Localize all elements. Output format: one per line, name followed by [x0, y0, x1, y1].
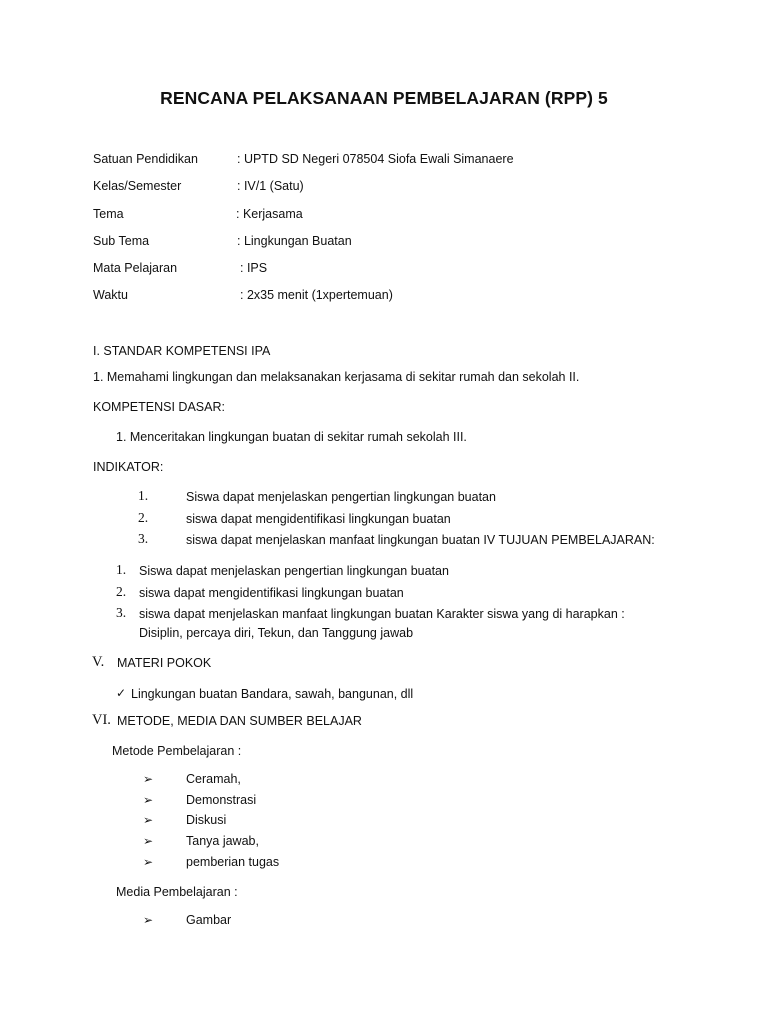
indicator-number: 1.: [138, 488, 149, 503]
indicator-text: siswa dapat mengidentifikasi lingkungan buatan: [186, 512, 451, 526]
arrow-bullet-icon: ➢: [143, 793, 154, 807]
materi-item: Lingkungan buatan Bandara, sawah, bangunan, dll: [131, 687, 414, 701]
method-label: Metode Pembelajaran :: [112, 744, 242, 758]
standar-kompetensi-item: 1. Memahami lingkungan dan melaksanakan kerjasama di sekitar rumah dan sekolah II.: [93, 370, 580, 384]
objective-text: Siswa dapat menjelaskan pengertian lingkungan buatan: [139, 564, 449, 578]
objective-text: siswa dapat mengidentifikasi lingkungan buatan: [139, 586, 404, 600]
section-heading-kompetensi-dasar: KOMPETENSI DASAR:: [93, 400, 225, 414]
arrow-bullet-icon: ➢: [143, 834, 154, 848]
identity-label-waktu: Waktu: [93, 288, 128, 302]
section-heading-indikator: INDIKATOR:: [93, 460, 164, 474]
arrow-bullet-icon: ➢: [143, 772, 154, 786]
objective-number: 1.: [116, 562, 127, 577]
indicator-number: 3.: [138, 531, 149, 546]
identity-label-satuan: Satuan Pendidikan: [93, 152, 198, 166]
section-number-v: V.: [92, 654, 105, 670]
method-item: Tanya jawab,: [186, 834, 259, 848]
page-title: RENCANA PELAKSANAAN PEMBELAJARAN (RPP) 5: [160, 88, 608, 108]
arrow-bullet-icon: ➢: [143, 813, 154, 827]
arrow-bullet-icon: ➢: [143, 913, 154, 927]
checkmark-icon: ✓: [116, 686, 127, 700]
objective-number: 2.: [116, 584, 127, 599]
identity-label-kelas: Kelas/Semester: [93, 179, 182, 193]
kompetensi-dasar-item: 1. Menceritakan lingkungan buatan di sekitar rumah sekolah III.: [116, 430, 467, 444]
section-heading-standar-kompetensi: I. STANDAR KOMPETENSI IPA: [93, 344, 271, 358]
objective-text-continued: Disiplin, percaya diri, Tekun, dan Tanggung jawab: [139, 626, 414, 640]
method-item: Ceramah,: [186, 772, 241, 786]
identity-value-mapel: : IPS: [240, 261, 268, 275]
method-item: Demonstrasi: [186, 793, 257, 807]
objective-text: siswa dapat menjelaskan manfaat lingkungan buatan Karakter siswa yang di harapkan :: [139, 607, 625, 621]
section-heading-metode: METODE, MEDIA DAN SUMBER BELAJAR: [117, 714, 362, 728]
identity-value-satuan: : UPTD SD Negeri 078504 Siofa Ewali Simanaere: [237, 152, 514, 166]
section-heading-materi-pokok: MATERI POKOK: [117, 656, 212, 670]
identity-value-waktu: : 2x35 menit (1xpertemuan): [240, 288, 393, 302]
identity-value-subtema: : Lingkungan Buatan: [237, 234, 352, 248]
identity-value-kelas: : IV/1 (Satu): [237, 179, 304, 193]
media-label: Media Pembelajaran :: [116, 885, 238, 899]
method-item: Diskusi: [186, 813, 227, 827]
media-item: Gambar: [186, 913, 232, 927]
indicator-number: 2.: [138, 510, 149, 525]
identity-label-tema: Tema: [93, 207, 124, 221]
indicator-text: siswa dapat menjelaskan manfaat lingkungan buatan IV TUJUAN PEMBELAJARAN:: [186, 533, 655, 547]
objective-number: 3.: [116, 605, 127, 620]
indicator-text: Siswa dapat menjelaskan pengertian lingkungan buatan: [186, 490, 496, 504]
section-number-vi: VI.: [92, 712, 111, 728]
identity-value-tema: : Kerjasama: [236, 207, 303, 221]
arrow-bullet-icon: ➢: [143, 855, 154, 869]
identity-label-mapel: Mata Pelajaran: [93, 261, 178, 275]
identity-label-subtema: Sub Tema: [93, 234, 150, 248]
method-item: pemberian tugas: [186, 855, 280, 869]
